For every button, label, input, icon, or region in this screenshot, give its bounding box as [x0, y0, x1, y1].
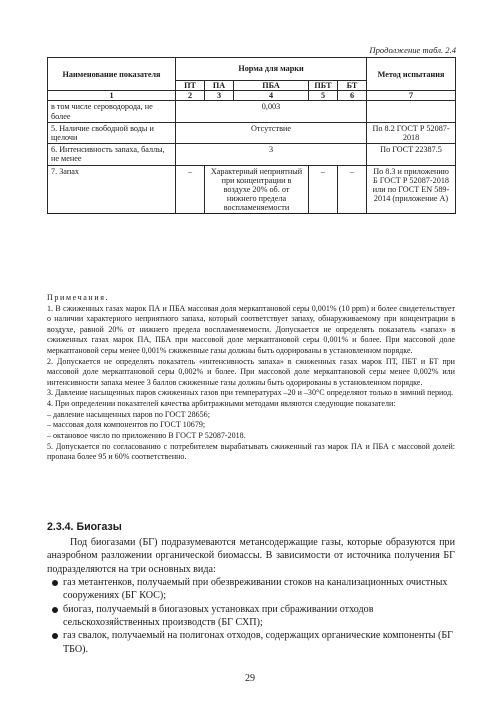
- list-item-text: биогаз, получаемый в биогазовых установках при сбраживании отходов сельскохозяйственных производств (БГ СХП);: [63, 603, 374, 628]
- note-4-item: – массовая доля компонентов по ГОСТ 10679;: [47, 420, 206, 430]
- bullet-icon: [52, 633, 58, 639]
- note-4: 4. При определении показателей качества арбитражными методами являются следующие показатели:: [47, 399, 396, 409]
- table-row: [48, 122, 456, 143]
- column-number: 4: [234, 91, 309, 101]
- list-item-text: газ свалок, получаемый на полигонах отходов, содержащих органические компоненты (БГ ТБО).: [63, 630, 453, 655]
- section-intro: Под биогазами (БГ) подразумеваются метансодержащие газы, которые образуются при анаэробном разложении органической биомассы. В зависимости от источника получения БГ подразделяются на три основных вида:: [47, 537, 455, 575]
- column-number: 1: [48, 91, 176, 101]
- bullet-icon: [52, 580, 58, 586]
- row-method: По 8.3 и приложению Б ГОСТ Р 52087-2018 или по ГОСТ EN 589-2014 (приложение А): [367, 165, 456, 214]
- row-value-pa-pba: Характерный неприятный при концентрации в воздухе 20% об. от нижнего предела воспламеняемости: [205, 165, 309, 214]
- header-test-method: Метод испытания: [367, 58, 456, 91]
- specification-table: [47, 57, 456, 214]
- table-row: [48, 165, 456, 214]
- row-method: По ГОСТ 22387.5: [367, 144, 456, 165]
- row-value: Отсутствие: [176, 122, 367, 143]
- row-name: 5. Наличие свободной воды и щелочи: [48, 122, 176, 143]
- note-3: 3. Давление насыщенных паров сжиженных газов при температурах –20 и –30°С определяют только в зимний период.: [47, 388, 454, 398]
- note-4-item: – октановое число по приложению В ГОСТ Р 52087-2018.: [47, 430, 246, 440]
- note-4-item: – давление насыщенных паров по ГОСТ 28656;: [47, 409, 210, 419]
- page-number: 29: [245, 673, 255, 684]
- bullet-icon: [52, 607, 58, 613]
- note-2: 2. Допускается не определять показатель «интенсивность запаха» в сжиженных газах марок ПТ, ПБТ и БТ при массовой доле меркаптановой серы 0,002% и более. При массовой доле меркаптановой серы менее 0,002% или интенсивности запаха менее 3 баллов сжиженные газы должны быть одорированы в установленном порядке.: [47, 356, 455, 387]
- list-item: [47, 629, 455, 656]
- row-value-pt: –: [176, 165, 205, 214]
- header-grade-pba: ПБА: [234, 81, 309, 91]
- column-number: 5: [309, 91, 338, 101]
- list-item: [47, 603, 455, 630]
- row-value: 3: [176, 144, 367, 165]
- row-value: 0,003: [176, 101, 367, 122]
- section-body: [47, 536, 455, 656]
- table-continuation-label: Продолжение табл. 2.4: [369, 45, 456, 55]
- notes-title: Примечания.: [47, 293, 110, 302]
- list-item-text: газ метантенков, получаемый при обезвреживании стоков на канализационных очистных сооружениях (БГ КОС);: [63, 576, 448, 602]
- row-method: [367, 101, 456, 122]
- row-name: 7. Запах: [48, 165, 176, 214]
- column-number: 3: [205, 91, 234, 101]
- column-number: 7: [367, 91, 456, 101]
- note-5: 5. Допускается по согласованию с потребителем вырабатывать сжиженный газ марок ПА и ПБА с массовой долей: пропана более 95 и 60% соответственно.: [47, 441, 455, 462]
- section-heading: 2.3.4. Биогазы: [47, 521, 122, 533]
- list-item: [47, 576, 455, 603]
- row-value-pbt: –: [309, 165, 338, 214]
- header-grade-pbt: ПБТ: [309, 81, 338, 91]
- header-grade-pt: ПТ: [176, 81, 205, 91]
- header-indicator: Наименование показателя: [48, 58, 176, 91]
- row-name: 6. Интенсивность запаха, баллы, не менее: [48, 144, 176, 165]
- table-notes: [47, 293, 455, 463]
- note-1: 1. В сжиженных газах марок ПА и ПБА массовая доля меркаптановой серы 0,001% (10 ppm) и более свидетельствует о наличии характерного неприятного запаха, который соответствует запаху, обнаруживаемому при концентрации в воздухе, равной 20% от нижнего предела воспламеняемости. Допускается не определять показатель «запах» в сжиженных газах марок ПА, ПБА при массовой доле меркаптановой серы 0,001% и более. При массовой доле меркаптановой серы менее 0,001% сжиженные газы должны быть одорированы в установленном порядке.: [47, 303, 455, 356]
- column-number: 2: [176, 91, 205, 101]
- header-grade-pa: ПА: [205, 81, 234, 91]
- table-row: [48, 101, 456, 122]
- header-grade-norm: Норма для марки: [176, 58, 367, 81]
- column-number: 6: [338, 91, 367, 101]
- row-name: в том числе сероводорода, не более: [48, 101, 176, 122]
- table-row: [48, 144, 456, 165]
- row-method: По 8.2 ГОСТ Р 52087-2018: [367, 122, 456, 143]
- header-grade-bt: БТ: [338, 81, 367, 91]
- row-value-bt: –: [338, 165, 367, 214]
